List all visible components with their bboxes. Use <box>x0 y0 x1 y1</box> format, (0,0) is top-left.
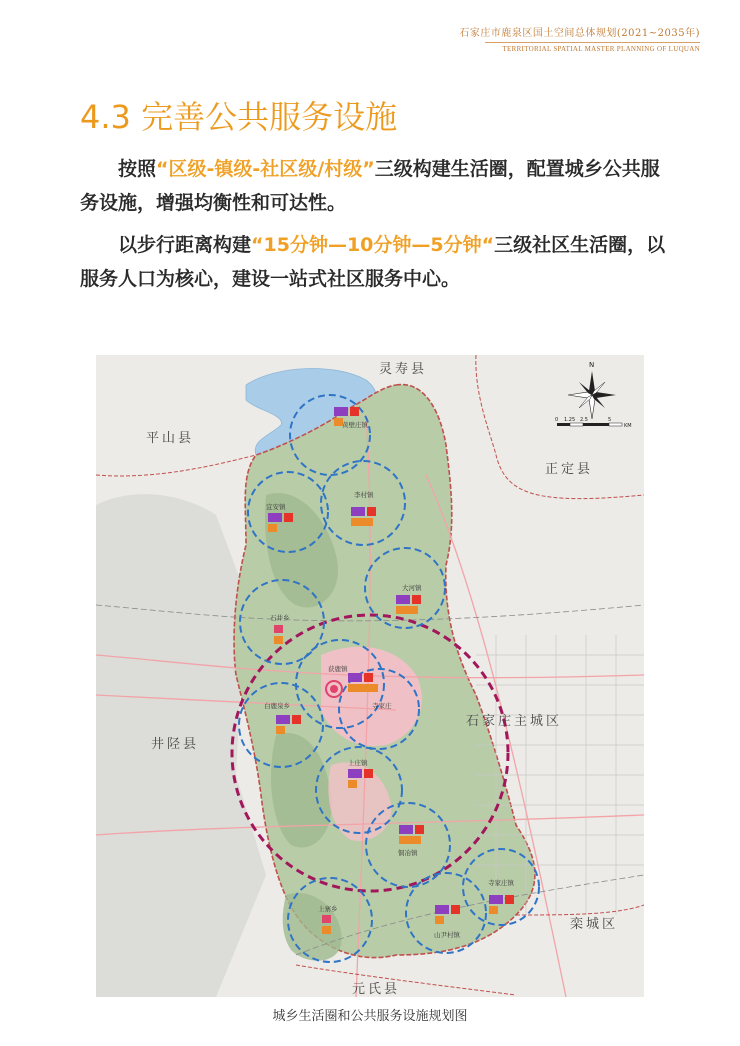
label-zhengding: 正定县 <box>545 462 594 477</box>
town-label-shangzhai: 上寨乡 <box>318 905 338 913</box>
town-label-tongye: 铜冶镇 <box>398 849 418 857</box>
label-pingshan: 平山县 <box>146 431 195 446</box>
paragraph-2-tail: 三级社区生活圈，以服务人口为核心，建设一站式社区服务中心。 <box>80 234 666 290</box>
header-title-en: TERRITORIAL SPATIAL MASTER PLANNING OF LUQUAN <box>502 45 700 53</box>
planning-map <box>96 355 644 997</box>
town-label-dahe: 大河镇 <box>402 584 422 592</box>
paragraph-2 <box>80 228 670 296</box>
scale-tick-3: 5 <box>608 417 612 423</box>
town-label-sijiazhuang: 寺家庄 <box>372 702 392 710</box>
planning-map-svg <box>96 355 644 997</box>
paragraph-1-lead: 按照 <box>118 158 157 180</box>
town-label-shangzhuang: 上庄镇 <box>348 759 368 767</box>
scale-unit: KM <box>624 423 632 429</box>
town-label-yian: 宜安镇 <box>266 503 286 511</box>
town-label-licun: 李村镇 <box>354 491 374 499</box>
town-label-huangbizhuang: 黄壁庄镇 <box>342 421 368 429</box>
section-title: 完善公共服务设施 <box>141 98 398 136</box>
paragraph-1-tail: 三级构建生活圈，配置城乡公共服务设施，增强均衡性和可达性。 <box>80 158 660 214</box>
town-label-shijing: 石井乡 <box>270 614 290 622</box>
paragraph-2-highlight: “15分钟—10分钟—5分钟“ <box>251 234 495 256</box>
town-label-bailuquan: 白鹿泉乡 <box>264 702 290 710</box>
label-main-city: 石家庄主城区 <box>466 714 563 729</box>
header-title-cn: 石家庄市鹿泉区国土空间总体规划(2021~2035年) <box>459 28 700 39</box>
town-label-shanyincun: 山尹村镇 <box>434 931 460 939</box>
section-number: 4.3 <box>80 98 131 136</box>
document-header <box>459 24 700 53</box>
label-luancheng: 栾城区 <box>570 917 619 932</box>
label-jingxing: 井陉县 <box>151 737 200 752</box>
scale-tick-1: 1.25 <box>564 417 576 423</box>
paragraph-1 <box>80 152 670 220</box>
paragraph-2-lead: 以步行距离构建 <box>118 234 252 256</box>
figure-caption: 城乡生活圈和公共服务设施规划图 <box>272 1009 468 1024</box>
town-label-huolu: 获鹿镇 <box>328 665 348 673</box>
label-yuanshi: 元氏县 <box>352 982 401 997</box>
label-lingshou: 灵寿县 <box>379 362 428 377</box>
scale-tick-2: 2.5 <box>580 417 588 423</box>
paragraph-1-highlight: “区级-镇级-社区级/村级” <box>156 158 375 180</box>
section-heading <box>80 92 397 138</box>
scale-tick-0: 0 <box>555 417 559 423</box>
town-label-sijiazhuang-zhen: 寺家庄镇 <box>488 879 514 887</box>
compass-n-label: N <box>589 361 595 369</box>
header-divider <box>485 42 700 43</box>
